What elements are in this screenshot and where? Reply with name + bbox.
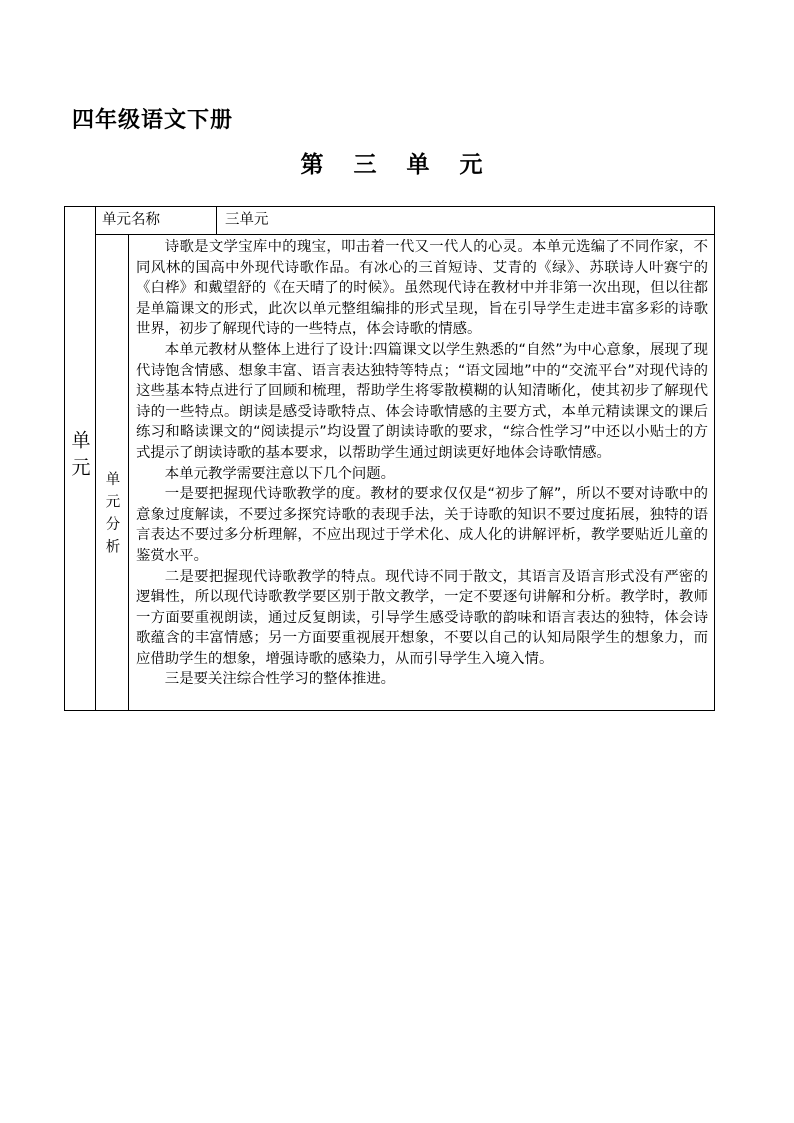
analysis-label-cell — [96, 235, 129, 711]
analysis-paragraph: 二是要把握现代诗歌教学的特点。现代诗不同于散文，其语言及语言形式没有严密的逻辑性，所以现代诗歌教学要区别于散文教学，一定不要逐句讲解和分析。教学时，教师一方面要重视朗读，通过反复朗读，引导学生感受诗歌的韵味和语言表达的独特，体会诗歌蕴含的丰富情感；另一方面要重视展开想象，不要以自己的认知局限学生的想象力，而应借助学生的想象，增强诗歌的感染力，从而引导学生入境入情。 — [136, 568, 708, 667]
row-header-cell — [65, 207, 96, 711]
analysis-label: 单元分析 — [103, 471, 120, 561]
analysis-paragraph: 诗歌是文学宝库中的瑰宝，叩击着一代又一代人的心灵。本单元选编了不同作家，不同风林的国高中外现代诗歌作品。有冰心的三首短诗、艾青的《绿》、苏联诗人叶赛宁的《白桦》和戴望舒的《在天晴了的时候》。虽然现代诗在教材中并非第一次出现，但以往都是单篇课文的形式，此次以单元整组编排的形式呈现，旨在引导学生走进丰富多彩的诗歌世界，初步了解现代诗的一些特点，体会诗歌的情感。 — [136, 239, 708, 338]
unit-title: 第 三 单 元 — [300, 152, 494, 178]
analysis-paragraph: 一是要把握现代诗歌教学的度。教材的要求仅仅是“初步了解”，所以不要对诗歌中的意象过度解读，不要过多探究诗歌的表现手法，关于诗歌的知识不要过度拓展，独特的语言表达不要过多分析理解，不应出现过于学术化、成人化的讲解评析，教学要贴近儿童的鉴赏水平。 — [136, 486, 708, 564]
analysis-paragraph: 本单元教学需要注意以下几个问题。 — [164, 465, 396, 482]
unit-name-label: 单元名称 — [96, 207, 217, 235]
analysis-paragraph: 本单元教材从整体上进行了设计:四篇课文以学生熟悉的“自然”为中心意象，展现了现代诗饱含情感、想象丰富、语言表达独特等特点；“语文园地”中的“交流平台”对现代诗的这些基本特点进行了回顾和梳理，帮助学生将零散模糊的认知清晰化，使其初步了解现代诗的一些特点。朗读是感受诗歌特点、体会诗歌情感的主要方式，本单元精读课文的课后练习和略读课文的“阅读提示”均设置了朗读诗歌的要求，“综合性学习”中还以小贴士的方式提示了朗读诗歌的基本要求，以帮助学生通过朗读更好地体会诗歌情感。 — [136, 341, 708, 461]
row-header-label: 单元 — [68, 429, 91, 484]
document-heading: 四年级语文下册 — [72, 108, 234, 133]
unit-name-row — [65, 207, 715, 235]
unit-name-value: 三单元 — [217, 207, 715, 235]
unit-analysis-row — [65, 235, 715, 711]
analysis-body — [129, 235, 715, 711]
unit-analysis-table — [64, 206, 715, 711]
analysis-paragraph: 三是要关注综合性学习的整体推进。 — [164, 671, 396, 688]
